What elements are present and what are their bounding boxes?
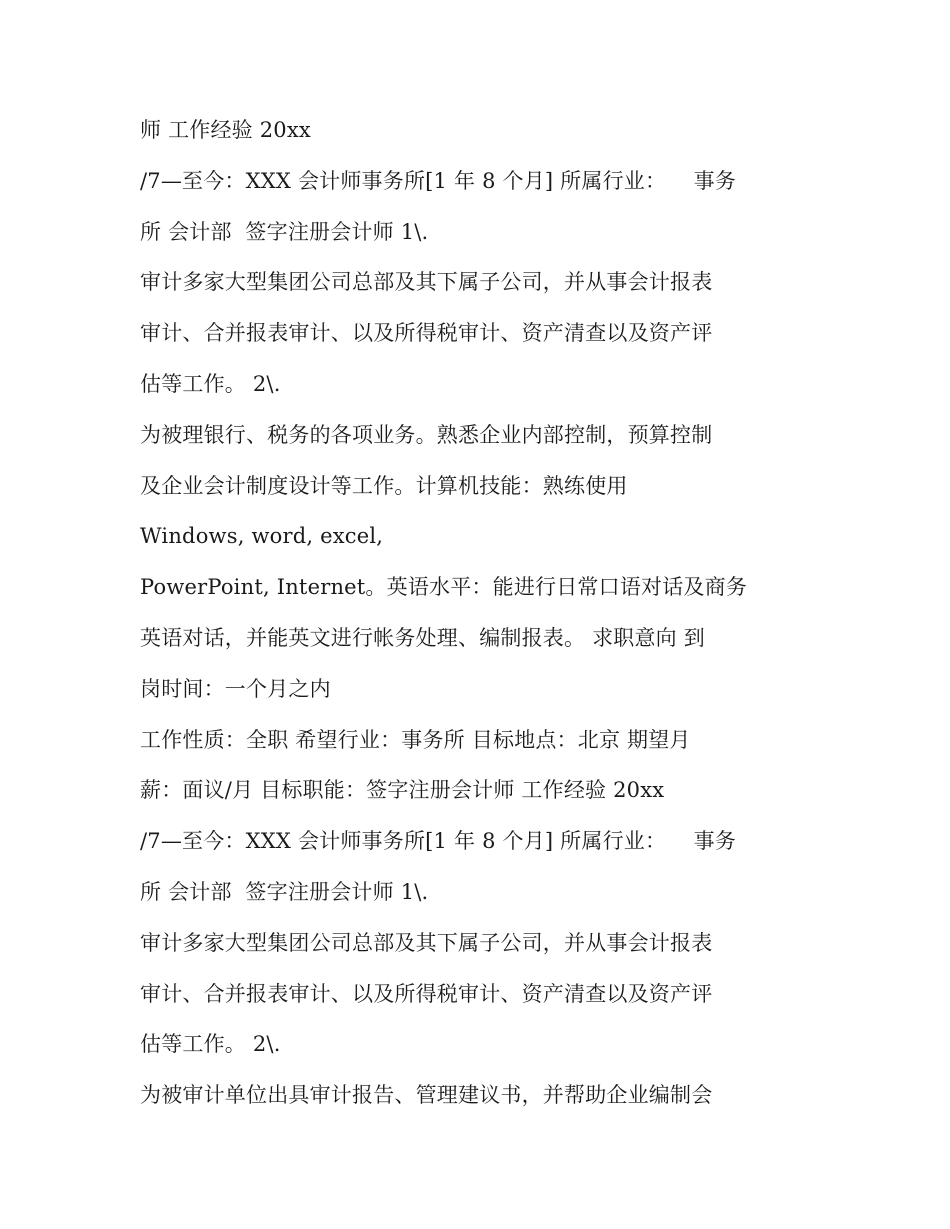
text-line: 审计、合并报表审计、以及所得税审计、资产清查以及资产评 [140,321,713,346]
text-line: /7—至今：XXX 会计师事务所[1 年 8 个月] 所属行业： 事务 [140,829,737,854]
text-line: PowerPoint, Internet。英语水平：能进行日常口语对话及商务 [140,575,748,600]
text-line: 岗时间：一个月之内 [140,676,331,701]
text-line: /7—至今：XXX 会计师事务所[1 年 8 个月] 所属行业： 事务 [140,168,737,193]
text-line: 为被审计单位出具审计报告、管理建议书，并帮助企业编制会 [140,1083,713,1108]
text-line: 估等工作。 2\. [140,371,281,396]
text-line: 审计多家大型集团公司总部及其下属子公司，并从事会计报表 [140,930,713,955]
text-line: 审计、合并报表审计、以及所得税审计、资产清查以及资产评 [140,981,713,1006]
document-body [140,105,840,1121]
text-line: 及企业会计制度设计等工作。计算机技能：熟练使用 [140,473,628,498]
text-line: Windows, word, excel, [140,524,384,549]
text-line: 所 会计部 签字注册会计师 1\. [140,879,429,904]
text-line: 为被理银行、税务的各项业务。熟悉企业内部控制，预算控制 [140,422,713,447]
text-line: 审计多家大型集团公司总部及其下属子公司，并从事会计报表 [140,270,713,295]
text-line: 英语对话，并能英文进行帐务处理、编制报表。 求职意向 到 [140,625,705,650]
text-line: 所 会计部 签字注册会计师 1\. [140,219,429,244]
text-line: 薪：面议/月 目标职能：签字注册会计师 工作经验 20xx [140,778,665,803]
text-line: 工作性质：全职 希望行业：事务所 目标地点：北京 期望月 [140,727,691,752]
text-line: 估等工作。 2\. [140,1032,281,1057]
text-line: 师 工作经验 20xx [140,118,311,142]
